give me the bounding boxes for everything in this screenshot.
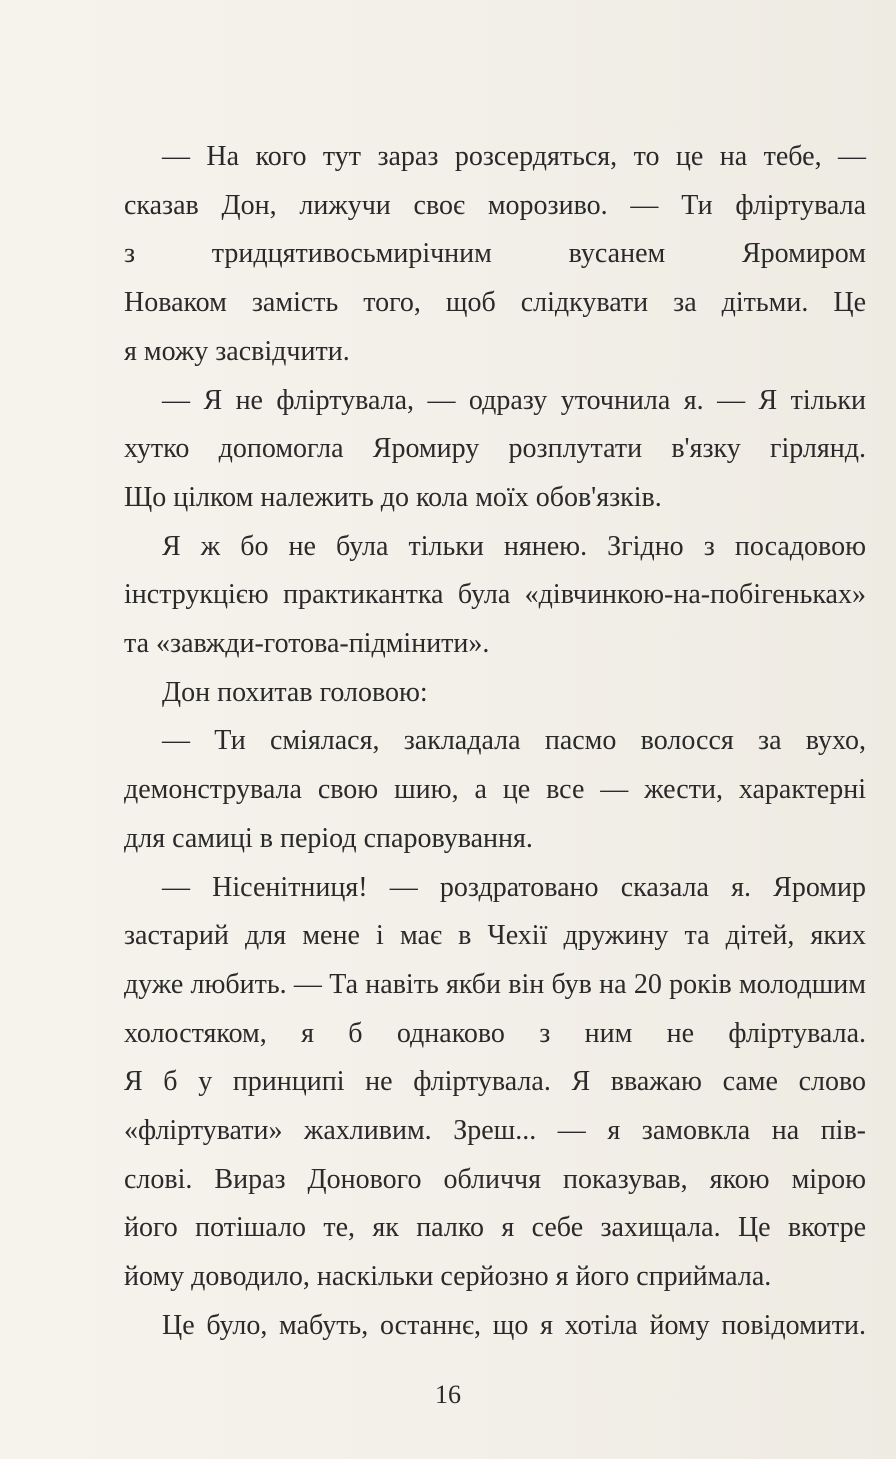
text-line: його потішало те, як палко я себе захищала. Це вкотре bbox=[124, 1212, 866, 1244]
text-line: — Нісенітниця! — роздратовано сказала я. Яромир bbox=[162, 871, 866, 903]
text-line: з тридцятивосьмирічним вусанем Яромиром bbox=[124, 238, 866, 270]
text-line: — На кого тут зараз розсердяться, то це на тебе, — bbox=[162, 141, 866, 172]
text-line: демонструвала свою шию, а це все — жести, характерні bbox=[124, 774, 866, 806]
text-line: Я б у принципі не фліртувала. Я вважаю саме слово bbox=[124, 1066, 866, 1098]
text-line: Я ж бо не була тільки нянею. Згідно з посадовою bbox=[162, 530, 866, 562]
text-line: Що цілком належить до кола моїх обов'язків. bbox=[124, 481, 662, 513]
text-line: дуже любить. — Та навіть якби він був на 20 років молодшим bbox=[124, 968, 866, 1000]
text-line: Це було, мабуть, останнє, що я хотіла йому повідомити. bbox=[162, 1309, 866, 1341]
text-line: холостяком, я б однаково з ним не фліртувала. bbox=[124, 1017, 866, 1049]
text-line: застарий для мене і має в Чехії дружину та дітей, яких bbox=[124, 920, 866, 952]
body-text bbox=[124, 133, 866, 1351]
page-number: 16 bbox=[435, 1380, 461, 1409]
text-line: йому доводило, наскільки серйозно я його сприймала. bbox=[124, 1261, 772, 1293]
paragraph bbox=[124, 377, 866, 523]
paragraph bbox=[124, 133, 866, 377]
text-line: — Я не фліртувала, — одразу уточнила я. — Я тільки bbox=[162, 384, 866, 416]
text-line: — Ти сміялася, закладала пасмо волосся за вухо, bbox=[162, 725, 866, 757]
text-line: сказав Дон, лижучи своє морозиво. — Ти фліртувала bbox=[124, 189, 866, 221]
paragraph bbox=[124, 669, 866, 718]
text-line: я можу засвідчити. bbox=[124, 335, 350, 367]
text-line: та «завжди-готова-підмінити». bbox=[124, 628, 490, 660]
paragraph bbox=[124, 717, 866, 863]
text-line: Дон похитав головою: bbox=[162, 676, 428, 708]
paragraph bbox=[124, 523, 866, 669]
text-line: слові. Вираз Донового обличчя показував, якою мірою bbox=[124, 1163, 866, 1195]
paragraph bbox=[124, 864, 866, 1302]
text-line: Новаком замість того, щоб слідкувати за дітьми. Це bbox=[124, 287, 866, 319]
paragraph bbox=[124, 1302, 866, 1351]
text-line: хутко допомогла Яромиру розплутати в'язку гірлянд. bbox=[124, 433, 866, 465]
text-line: «фліртувати» жахливим. Зреш... — я замовкла на пів- bbox=[124, 1115, 866, 1147]
text-line: для самиці в період спаровування. bbox=[124, 822, 533, 854]
text-line: інструкцією практикантка була «дівчинкою-на-побігеньках» bbox=[124, 579, 866, 611]
